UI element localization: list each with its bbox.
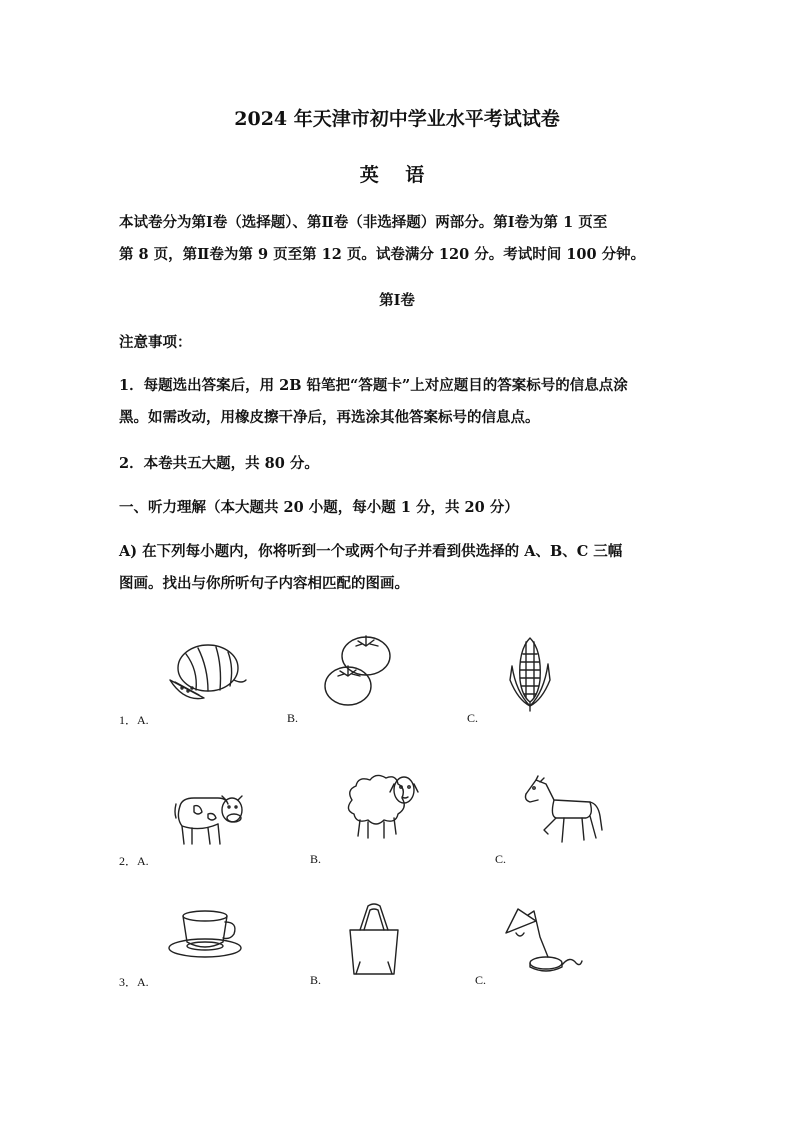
tomato-icon <box>322 632 394 708</box>
question-3-label-c: C. <box>475 973 487 987</box>
sheep-icon <box>342 770 422 842</box>
section-1-instruction-line-2: 图画。找出与你所听句子内容相匹配的图画。 <box>119 575 409 592</box>
tote-bag-icon <box>346 902 402 978</box>
note-item-1-line-2: 黑。如需改动，用橡皮擦干净后，再选涂其他答案标号的信息点。 <box>119 409 540 426</box>
notes-heading: 注意事项： <box>119 334 192 351</box>
question-2-label-b: B. <box>310 852 322 866</box>
section-1-instruction-line-1: A) 在下列每小题内，你将听到一个或两个句子并看到供选择的 A、B、C 三幅 <box>119 543 623 560</box>
corn-icon <box>508 636 552 712</box>
note-item-1-line-1: 1．每题选出答案后，用 2B 铅笔把“答题卡”上对应题目的答案标号的信息点涂 <box>119 377 628 394</box>
intro-line-2: 第 8 页，第Ⅱ卷为第 9 页至第 12 页。试卷满分 120 分。考试时间 100 分钟。 <box>119 246 646 263</box>
note-item-2: 2．本卷共五大题，共 80 分。 <box>119 455 319 472</box>
section-1-heading: 一、听力理解（本大题共 20 小题，每小题 1 分，共 20 分） <box>119 499 519 516</box>
question-2-label-c: C. <box>495 852 507 866</box>
teacup-icon <box>168 908 242 960</box>
question-3-label-a: 3．A. <box>119 975 149 989</box>
question-2-label-a: 2．A. <box>119 854 149 868</box>
horse-icon <box>520 776 604 848</box>
volume-title: 第Ⅰ卷 <box>379 292 415 309</box>
desk-lamp-icon <box>504 903 584 975</box>
cow-icon <box>172 784 244 850</box>
question-1-label-c: C. <box>467 711 479 725</box>
subject-title: 英 语 <box>359 164 435 186</box>
question-1-label-b: B. <box>287 711 299 725</box>
watermelon-icon <box>168 640 248 704</box>
exam-title: 2024 年天津市初中学业水平考试试卷 <box>234 108 560 130</box>
question-1-label-a: 1．A. <box>119 713 149 727</box>
intro-line-1: 本试卷分为第Ⅰ卷（选择题）、第Ⅱ卷（非选择题）两部分。第Ⅰ卷为第 1 页至 <box>119 214 608 231</box>
question-3-label-b: B. <box>310 973 322 987</box>
